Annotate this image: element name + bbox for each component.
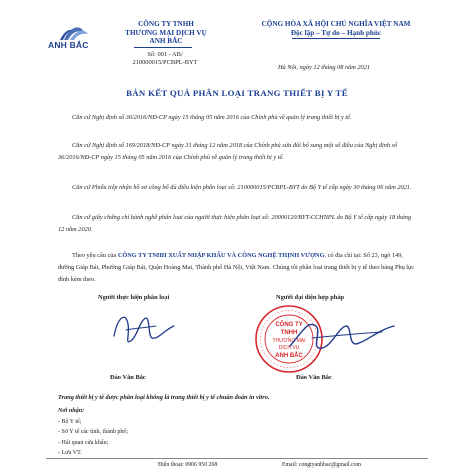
recipients-list	[58, 417, 128, 458]
paragraph-text: Theo yêu cầu của	[72, 252, 118, 259]
paragraph-text: Căn cứ Nghị định số 169/2018/NĐ-CP ngày 31 tháng 12 năm 2018 của Chính phủ sửa đổi bổ sung một số điều của Nghị định số 36/2016/NĐ-CP ngày 15 tháng 05 năm 2016 của Chính phủ về quản lý trang thiết bị y tế.	[58, 142, 398, 161]
classifier-name: Đào Văn Bắc	[110, 374, 146, 381]
company-line-3: ANH BẮC	[149, 37, 183, 45]
paragraph-request	[58, 250, 418, 286]
footer-email: Email: congtyanhbac@gmail.com	[282, 462, 362, 468]
footer-phone: Điện thoại: 0906 950 268	[158, 462, 218, 468]
company-name	[116, 20, 216, 46]
document-title: BẢN KẾT QUẢ PHÂN LOẠI TRANG THIẾT BỊ Y TẾ	[126, 88, 348, 98]
document-number	[106, 51, 224, 67]
document-page	[46, 6, 428, 470]
requesting-company: CÔNG TY TNHH XUẤT NHẬP KHẨU VÀ CÔNG NGHỆ THỊNH VƯỢNG	[117, 252, 325, 259]
company-line-2: THƯƠNG MẠI DỊCH VỤ	[125, 28, 207, 37]
paragraph-text: Căn cứ giấy chứng chỉ hành nghề phân loại của người thực hiện phân loại số: 20000120/BYT-CCHNPL do Bộ Y tế cấp ngày 18 tháng 12 năm 2020.	[58, 214, 412, 233]
representative-signature-icon	[282, 312, 402, 362]
representative-name: Đào Văn Bắc	[296, 374, 332, 381]
list-item: - Hải quan cửa khẩu;	[58, 439, 109, 446]
seal-text: THƯƠNG MẠI	[272, 338, 306, 344]
classifier-title: Người thực hiện phân loại	[98, 294, 170, 301]
national-motto: Độc lập – Tự do – Hạnh phúc	[290, 28, 382, 37]
paragraph-legal-basis-1	[58, 112, 418, 124]
seal-text: TNHH	[280, 330, 298, 336]
national-title: CỘNG HÒA XÃ HỘI CHỦ NGHĨA VIỆT NAM	[261, 20, 411, 28]
document-number-line-2: 210000015/PCBPL-BYT	[132, 59, 198, 67]
paragraph-text: Căn cứ Nghị định số 36/2016/NĐ-CP ngày 15 tháng 05 năm 2016 của Chính phủ về quản lý trang thiết bị y tế.	[72, 114, 352, 121]
national-header	[246, 20, 426, 37]
seal-text: ANH BẮC	[275, 353, 303, 359]
paragraph-text: Căn cứ Phiếu tiếp nhận hồ sơ công bố đủ điều kiện phân loại số: 210000015/PCBPL-BYT do Bộ Y tế cấp ngày 30 tháng 06 năm 2021.	[72, 184, 412, 191]
logo-text: ANH BẮC	[48, 40, 89, 50]
list-item: - Sở Y tế các tỉnh, thành phố;	[58, 429, 129, 436]
recipients-title: Nơi nhận:	[58, 408, 85, 414]
list-item: - Lưu VT.	[58, 449, 82, 456]
seal-text: CÔNG TY	[275, 322, 303, 328]
footer-divider	[46, 458, 428, 459]
classifier-signature-icon	[104, 306, 184, 352]
paragraph-legal-basis-3	[58, 182, 418, 194]
seal-text: DỊCH VỤ	[278, 345, 300, 351]
list-item: - Bộ Y tế;	[58, 419, 82, 425]
representative-title: Người đại diện hợp pháp	[276, 294, 345, 301]
paragraph-legal-basis-4	[58, 212, 418, 236]
paragraph-legal-basis-2	[58, 140, 418, 164]
paragraph-text: , có địa chỉ tại: Số 23, ngõ 149, đường Giáp Bát, Phường Giáp Bát, Quận Hoàng Mai, Thành phố Hà Nội, Việt Nam. Chúng tôi phân loại trang thiết bị y tế theo bảng Phụ lục đính kèm theo.	[58, 252, 415, 283]
document-number-line-1: Số: 001 - AB/	[147, 51, 183, 58]
company-divider	[134, 47, 192, 48]
motto-divider	[292, 38, 380, 39]
company-line-1: CÔNG TY TNHH	[138, 20, 194, 28]
classification-note: Trang thiết bị y tế được phân loại không là trang thiết bị y tế chuẩn đoán in vitro.	[58, 394, 270, 401]
place-date: Hà Nội, ngày 12 tháng 08 năm 2021	[278, 64, 371, 71]
